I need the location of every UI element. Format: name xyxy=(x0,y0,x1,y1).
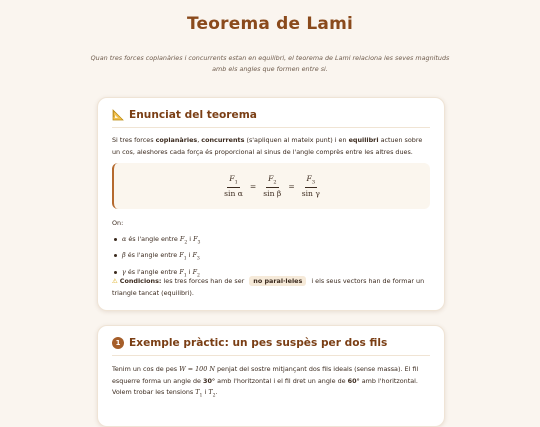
example-number-badge: 1 xyxy=(112,337,124,349)
list-item: γ és l'angle entre $F_1$ i $F_2$ xyxy=(122,266,200,282)
statement-divider xyxy=(112,127,430,128)
ruler-triangle-icon xyxy=(112,109,124,121)
fraction-2: $\frac{F_2}{\text{sin β}}$ xyxy=(263,174,282,198)
angle-list xyxy=(112,233,200,282)
list-item: α és l'angle entre $F_2$ i $F_3$ xyxy=(122,233,200,249)
example-title: Exemple pràctic: un pes suspès per dos fils xyxy=(129,337,388,349)
fraction-1: $\frac{F_1}{\text{sin α}}$ xyxy=(224,174,243,198)
conditions-note: ⚠ Condicions: les tres forces han de ser no paral·leles i els seus vectors han de formar un triangle tancat (equilibri). xyxy=(112,277,425,297)
page-intro: Quan tres forces coplanàries i concurrents estan en equilibri, el teorema de Lami relaciona les seves magnituds amb els angles que formen entre si. xyxy=(90,54,450,73)
lami-formula: $\frac{F_1}{\text{sin α}}$ = $\frac{F_2}{\text{sin β}}$ = $\frac{F_3}{\text{sin γ}}$ xyxy=(112,163,430,209)
list-item: β és l'angle entre $F_1$ i $F_3$ xyxy=(122,249,200,265)
statement-card xyxy=(97,97,445,311)
statement-title: Enunciat del teorema xyxy=(129,109,257,121)
example-divider xyxy=(112,355,430,356)
warning-icon: ⚠ xyxy=(112,277,118,285)
example-card xyxy=(97,325,445,427)
where-label: On: xyxy=(112,219,124,227)
page-title: Teorema de Lami xyxy=(186,14,354,34)
statement-text: Si tres forces coplanàries, concurrents (s'apliquen al mateix punt) i en equilibri actuen sobre un cos, aleshores cada força és proporcional al sinus de l'angle comprès entre les altres dues. xyxy=(112,136,423,156)
non-parallel-badge: no paral·leles xyxy=(249,276,306,286)
fraction-3: $\frac{F_3}{\text{sin γ}}$ xyxy=(301,174,320,198)
example-heading xyxy=(112,337,387,349)
example-text: Tenim un cos de pes W = 100 N penjat del sostre mitjançant dos fils ideals (sense massa). El fil esquerre forma un angle de 30° amb l'horitzontal i el fil dret un angle de 60° amb l'horitzontal. Volem trobar les tensions $T_1$ i $T_2$. xyxy=(112,365,419,399)
statement-heading xyxy=(112,109,257,121)
